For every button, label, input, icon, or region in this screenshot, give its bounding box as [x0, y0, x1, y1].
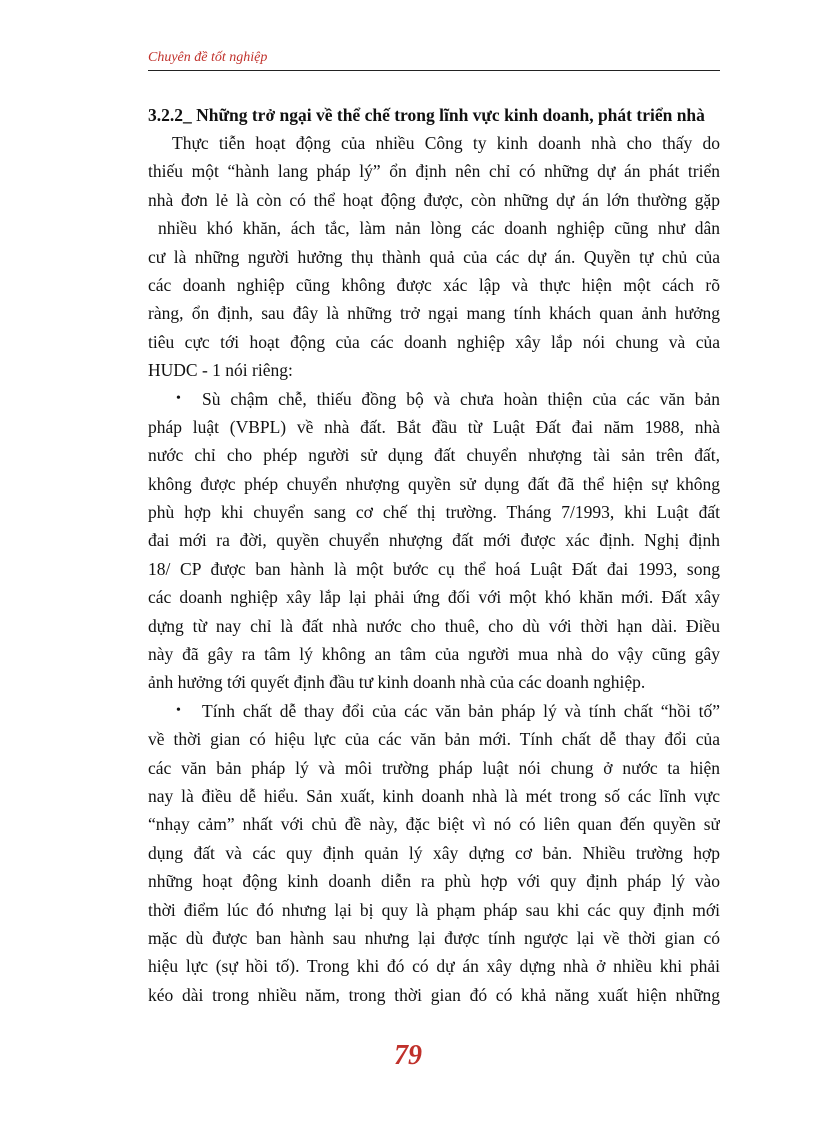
text-line: về thời gian có hiệu lực của các văn bản mới. Tính chất dễ thay đổi của — [148, 729, 720, 750]
text-line: đai mới ra đời, quyền chuyển nhượng đất mới được xác định. Nghị định — [148, 530, 720, 551]
text-line: hiệu lực (sự hồi tố). Trong khi đó có dự án xây dựng nhà ở nhiều khi phải — [148, 956, 720, 977]
section-heading: 3.2.2_ Những trở ngại về thể chế trong lĩnh vực kinh doanh, phát triển nhà — [148, 105, 705, 125]
bullet-icon: • — [176, 390, 181, 406]
bullet-item-retroactivity — [148, 697, 720, 1009]
bullet-icon: • — [176, 702, 181, 718]
text-line: thiếu một “hành lang pháp lý” ổn định nên chỉ có những dự án phát triển — [148, 161, 720, 182]
text-line: dựng từ nay chỉ là đất nhà nước cho thuê, cho dù với thời hạn dài. Điều — [148, 615, 720, 636]
paragraph-intro — [148, 129, 720, 385]
text-line: ràng, ổn định, sau đây là những trở ngại mang tính khách quan ảnh hưởng — [148, 303, 720, 324]
text-line: các doanh nghiệp xây lắp lại phải ứng đối với một khó khăn mới. Đất xây — [148, 587, 720, 608]
header-title: Chuyên đề tốt nghiệp — [148, 50, 268, 65]
text-line: Thực tiễn hoạt động của nhiều Công ty kinh doanh nhà cho thấy do — [172, 133, 720, 153]
text-line: nay là điều dễ hiểu. Sản xuất, kinh doanh nhà là mét trong số các lĩnh vực — [148, 785, 720, 806]
text-line: phù hợp khi chuyển sang cơ chế thị trường. Tháng 7/1993, khi Luật đất — [148, 502, 720, 523]
text-line: những hoạt động kinh doanh diễn ra phù hợp với quy định pháp lý vào — [148, 871, 720, 892]
page-header — [148, 48, 720, 71]
text-line: nhiều khó khăn, ách tắc, làm nản lòng các doanh nghiệp cũng như dân — [158, 218, 720, 239]
page-number: 79 — [394, 1040, 422, 1071]
text-line: pháp luật (VBPL) về nhà đất. Bắt đầu từ Luật Đất đai năm 1988, nhà — [148, 416, 720, 437]
bullet-item-legal-documents — [148, 385, 720, 697]
text-line: không được phép chuyển nhượng quyền sử dụng đất đã thể hiện sự không — [148, 473, 720, 494]
text-line: Tính chất dễ thay đổi của các văn bản pháp lý và tính chất “hồi tố” — [202, 700, 720, 721]
text-line: các doanh nghiệp cũng không được xác lập và thực hiện một cách rõ — [148, 274, 720, 295]
text-line: nước chỉ cho phép người sử dụng đất chuyển nhượng tài sản trên đất, — [148, 445, 720, 466]
text-line: nhà đơn lẻ là còn có thể hoạt động được, còn những dự án lớn thường gặp — [148, 189, 720, 210]
bullet-first-line — [148, 385, 720, 413]
text-line: Sù chậm chễ, thiếu đồng bộ và chưa hoàn thiện của các văn bản — [202, 388, 720, 409]
text-line: tiêu cực tới hoạt động của các doanh nghiệp xây lắp nói chung và của — [148, 331, 720, 352]
text-line: “nhạy cảm” nhất với chủ đề này, đặc biệt vì nó có liên quan đến quyền sử — [148, 814, 720, 835]
bullet-first-line — [148, 697, 720, 725]
text-line: kéo dài trong nhiều năm, trong thời gian đó có khả năng xuất hiện những — [148, 984, 720, 1005]
text-line: 18/ CP được ban hành là một bước cụ thể hoá Luật Đất đai 1993, song — [148, 558, 720, 579]
text-line: dụng đất và các quy định quản lý xây dựng cơ bản. Nhiều trường hợp — [148, 842, 720, 863]
text-line: ảnh hưởng tới quyết định đầu tư kinh doanh nhà của các doanh nghiệp. — [148, 672, 646, 693]
text-line: cư là những người hưởng thụ thành quả của các dự án. Quyền tự chủ của — [148, 246, 720, 267]
document-body — [148, 101, 720, 1009]
text-line: các văn bản pháp lý và môi trường pháp luật nói chung ở nước ta hiện — [148, 757, 720, 778]
text-line: HUDC - 1 nói riêng: — [148, 360, 293, 381]
text-line: này đã gây ra tâm lý không an tâm của người mua nhà do vậy cũng gây — [148, 644, 720, 665]
text-line: thời điểm lúc đó nhưng lại bị quy là phạm pháp sau khi các quy định mới — [148, 899, 720, 920]
text-line: mặc dù được ban hành sau nhưng lại được tính ngược lại về thời gian có — [148, 927, 720, 948]
